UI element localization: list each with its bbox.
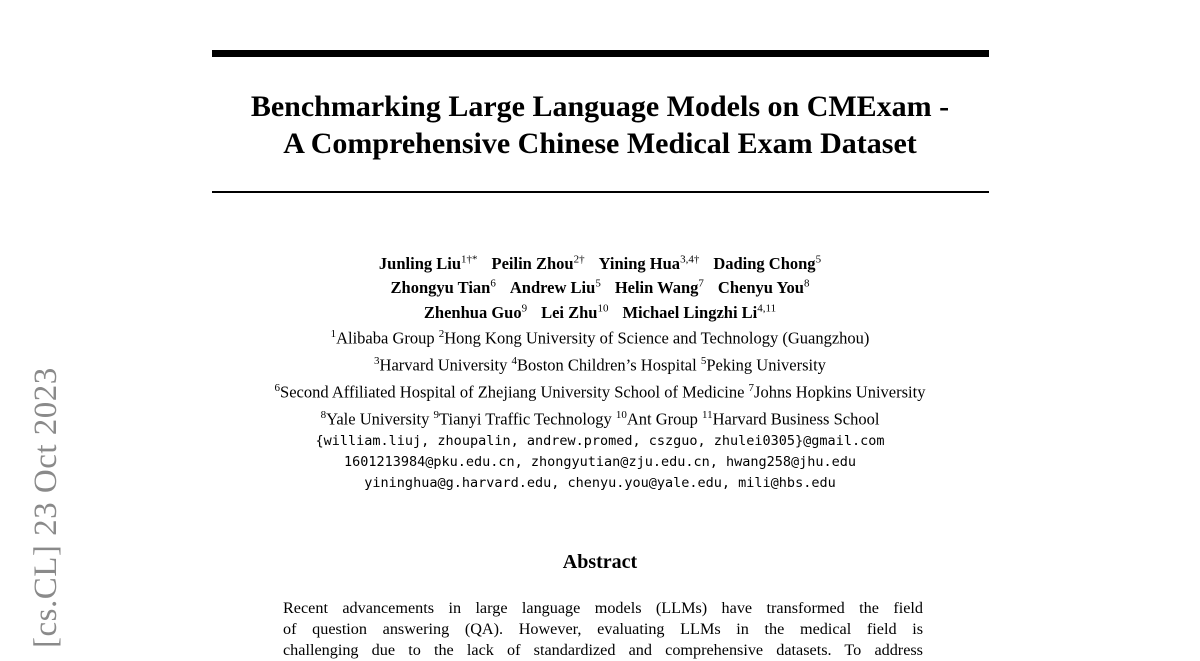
author-row (150, 298, 1050, 323)
author-name (599, 254, 700, 273)
author-row (150, 274, 1050, 299)
title-top-rule (212, 50, 989, 57)
affiliation-number: 10 (615, 409, 627, 421)
affiliation-list (150, 323, 1050, 431)
affiliation-name: Peking University (706, 355, 826, 375)
abstract-line: of question answering (QA). However, evaluating LLMs in the medical field is (283, 620, 923, 638)
affiliation-number: 3 (374, 355, 380, 367)
author-affiliation-mark: 10 (597, 302, 609, 314)
title-line-1: Benchmarking Large Language Models on CMExam - (250, 90, 950, 123)
abstract-heading: Abstract (562, 551, 638, 573)
author-list (150, 249, 1050, 323)
email-line: {william.liuj, zhoupalin, andrew.promed, cszguo, zhulei0305}@gmail.com (315, 433, 885, 449)
author-name (541, 303, 608, 322)
affiliation-name: Boston Children’s Hospital (517, 355, 701, 375)
affiliation-number: 8 (320, 409, 327, 421)
affiliation-row (150, 377, 1050, 404)
email-list (150, 431, 1050, 494)
author-name (615, 278, 704, 297)
affiliation-number: 5 (700, 355, 707, 367)
author-affiliation-mark: 4,11 (757, 302, 777, 314)
author-affiliation-mark: 3,4† (680, 253, 700, 265)
author-affiliation-mark: 2† (573, 253, 585, 265)
author-affiliation-mark: 1†* (461, 253, 478, 265)
author-name-text: Junling Liu (378, 253, 462, 273)
author-name (622, 303, 776, 322)
affiliation-name: Ant Group (626, 409, 702, 429)
title-line-2: A Comprehensive Chinese Medical Exam Dataset (283, 127, 917, 160)
title-bottom-rule (212, 191, 989, 193)
author-name (718, 278, 810, 297)
author-name (391, 278, 496, 297)
author-name (424, 303, 527, 322)
affiliation-number: 4 (511, 355, 518, 367)
affiliation-name: Harvard University (379, 355, 512, 375)
author-name-text: Chenyu You (717, 278, 804, 297)
affiliation-row (150, 404, 1050, 431)
abstract-line: Recent advancements in large language models (LLMs) have transformed the field (283, 599, 923, 617)
author-affiliation-mark: 8 (803, 277, 810, 290)
affiliation-number: 11 (702, 409, 713, 421)
author-name (713, 254, 821, 273)
affiliation-name: Tianyi Traffic Technology (438, 409, 616, 429)
author-name-text: Peilin Zhou (491, 253, 574, 273)
arxiv-sidebar-stamp: [cs.CL] 23 Oct 2023 (28, 367, 64, 648)
author-name-text: Helin Wang (614, 278, 699, 297)
affiliation-number: 6 (274, 382, 281, 394)
email-line: yininghua@g.harvard.edu, chenyu.you@yale.edu, mili@hbs.edu (364, 475, 836, 491)
paper-title (150, 88, 1050, 162)
author-affiliation-mark: 5 (595, 277, 601, 290)
affiliation-number: 7 (748, 382, 755, 394)
affiliation-name: Harvard Business School (712, 409, 880, 429)
email-line: 1601213984@pku.edu.cn, zhongyutian@zju.edu.cn, hwang258@jhu.edu (343, 454, 857, 470)
author-name-text: Andrew Liu (509, 278, 596, 297)
affiliation-name: Johns Hopkins University (754, 382, 926, 402)
author-name-text: Michael Lingzhi Li (622, 302, 758, 322)
affiliation-name: Hong Kong University of Science and Technology (Guangzhou) (444, 328, 870, 348)
author-name-text: Zhenhua Guo (423, 302, 522, 322)
author-name-text: Zhongyu Tian (390, 278, 491, 297)
author-affiliation-mark: 7 (698, 277, 704, 290)
affiliation-row (150, 323, 1050, 350)
affiliation-name: Alibaba Group (336, 328, 439, 348)
author-affiliation-mark: 5 (815, 253, 822, 265)
author-name-text: Yining Hua (598, 253, 681, 273)
affiliation-row (150, 350, 1050, 377)
affiliation-name: Yale University (326, 409, 434, 429)
author-row (150, 249, 1050, 274)
abstract-body (283, 598, 923, 661)
author-name-text: Dading Chong (713, 253, 816, 273)
affiliation-number: 1 (330, 328, 337, 340)
author-name (510, 278, 601, 297)
affiliation-number: 2 (438, 328, 445, 340)
author-name-text: Lei Zhu (541, 302, 598, 322)
affiliation-number: 9 (433, 409, 439, 421)
author-name (379, 254, 478, 273)
author-affiliation-mark: 6 (490, 277, 496, 290)
affiliation-name: Second Affiliated Hospital of Zhejiang University School of Medicine (280, 382, 749, 402)
author-affiliation-mark: 9 (521, 302, 528, 314)
abstract-line: challenging due to the lack of standardized and comprehensive datasets. To address (283, 641, 923, 659)
author-name (492, 254, 585, 273)
